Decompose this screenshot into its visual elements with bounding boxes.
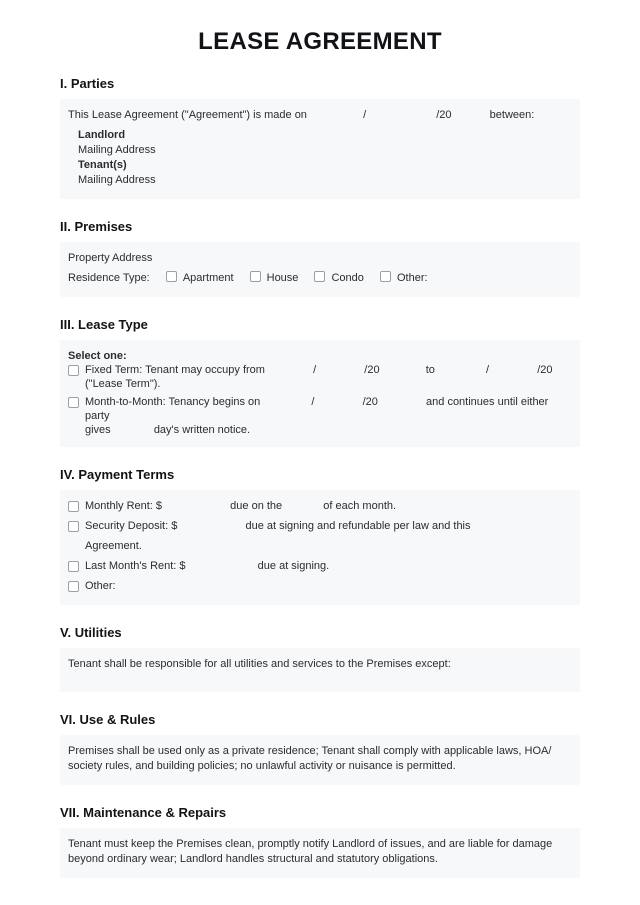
parties-intro-line [68,108,572,123]
checkbox-fixed-term[interactable] [68,365,79,376]
residence-other-label: Other: [396,272,428,284]
monthly-rent-of-label: of each month. [323,500,397,512]
other-payment-option [68,579,572,594]
security-deposit-line2: Agreement. [85,540,142,552]
fixed-sep3: / [486,364,490,376]
page-title: LEASE AGREEMENT [198,28,442,55]
checkbox-last-month-rent[interactable] [68,561,79,572]
security-deposit-option [68,519,572,534]
maintenance-text: Tenant must keep the Premises clean, promptly notify Landlord of issues, and are liable for damage beyond ordinary wear; Landlord handles structural and statutory obligations. [68,838,553,865]
mtm-gives-label: gives [85,424,111,436]
last-month-rent-amount-blank[interactable] [189,561,255,571]
fixed-term-line1 [85,363,572,377]
checkbox-apartment[interactable] [166,271,177,282]
mtm-day-blank[interactable] [318,397,360,407]
fixed-sep4: /20 [537,364,553,376]
fixed-sep1: / [313,364,317,376]
fixed-to-day-blank[interactable] [492,365,534,375]
utilities-heading: V. Utilities [60,625,122,640]
use-rules-text: Premises shall be used only as a private residence; Tenant shall comply with applicable laws, HOA/ society rules, and building policies; no unlawful activity or nuisance is permitted. [68,745,552,772]
mtm-sep2: /20 [362,396,378,408]
between-label: between: [489,109,535,121]
section-premises [60,219,580,297]
landlord-mailing-address-label: Mailing Address [78,144,156,156]
parties-box [60,99,580,199]
monthly-rent-option [68,499,572,514]
date-year-blank[interactable] [455,110,487,120]
use-rules-box [60,735,580,785]
fixed-term-label: Fixed Term: Tenant may occupy from [85,364,265,376]
mtm-sep1: / [311,396,315,408]
payment-terms-box [60,490,580,605]
date-separator: / [363,109,367,121]
tenants-mailing-address-label: Mailing Address [78,174,156,186]
month-to-month-option [68,395,572,437]
last-month-rent-due-label: due at signing. [257,560,330,572]
security-deposit-label: Security Deposit: $ [85,520,178,532]
checkbox-house[interactable] [250,271,261,282]
fixed-term-option [68,363,572,391]
section-parties [60,76,580,199]
utilities-box [60,648,580,692]
select-one-label: Select one: [68,350,127,362]
mtm-notice-days-blank[interactable] [114,425,151,435]
monthly-rent-due-label: due on the [230,500,283,512]
checkbox-condo[interactable] [314,271,325,282]
residence-option-apartment [166,272,234,284]
date-day-blank[interactable] [369,110,433,120]
checkbox-security-deposit[interactable] [68,521,79,532]
premises-heading: II. Premises [60,219,133,234]
section-use-rules [60,712,580,785]
property-address-label: Property Address [68,252,153,264]
checkbox-month-to-month[interactable] [68,397,79,408]
premises-box [60,242,580,297]
residence-option-house [250,272,299,284]
section-lease-type [60,317,580,447]
mtm-continues-label: and continues until either party [85,396,549,422]
fixed-to-label: to [425,364,435,376]
checkbox-residence-other[interactable] [380,271,391,282]
fixed-from-month-blank[interactable] [268,365,310,375]
fixed-sep2: /20 [364,364,380,376]
residence-type-label: Residence Type: [68,272,150,284]
maintenance-heading: VII. Maintenance & Repairs [60,805,227,820]
security-deposit-due-label: due at signing and refundable per law and this [245,520,471,532]
fixed-to-month-blank[interactable] [438,365,483,375]
house-label: House [266,272,299,284]
mtm-month-blank[interactable] [263,397,308,407]
section-utilities [60,625,580,692]
lease-type-heading: III. Lease Type [60,317,148,332]
last-month-rent-label: Last Month's Rent: $ [85,560,186,572]
other-payment-label: Other: [85,580,116,592]
section-payment-terms [60,467,580,605]
mtm-year-blank[interactable] [381,397,423,407]
condo-label: Condo [331,272,364,284]
payment-terms-heading: IV. Payment Terms [60,467,175,482]
fixed-term-line2: ("Lease Term"). [85,378,161,390]
monthly-rent-amount-blank[interactable] [165,501,227,511]
landlord-label: Landlord [78,129,126,141]
utilities-text: Tenant shall be responsible for all utilities and services to the Premises except: [68,658,451,670]
maintenance-box [60,828,580,878]
fixed-from-year-blank[interactable] [383,365,423,375]
parties-heading: I. Parties [60,76,115,91]
residence-type-line [68,271,572,286]
last-month-rent-option [68,559,572,574]
residence-option-condo [314,272,363,284]
monthly-rent-label: Monthly Rent: $ [85,500,163,512]
date-month-blank[interactable] [310,110,360,120]
section-maintenance [60,805,580,878]
date-year-prefix: /20 [436,109,452,121]
month-to-month-line1 [85,395,572,423]
month-to-month-line2 [85,423,572,437]
apartment-label: Apartment [182,272,234,284]
checkbox-other-payment[interactable] [68,581,79,592]
lease-type-box [60,340,580,447]
monthly-rent-day-blank[interactable] [285,501,320,511]
fixed-from-day-blank[interactable] [319,365,361,375]
tenants-label: Tenant(s) [78,159,127,171]
mtm-notice-label: day's written notice. [153,424,251,436]
residence-option-other [380,272,428,284]
use-rules-heading: VI. Use & Rules [60,712,156,727]
parties-intro-text: This Lease Agreement ("Agreement") is made on [68,109,307,121]
month-to-month-label: Month-to-Month: Tenancy begins on [85,396,261,408]
checkbox-monthly-rent[interactable] [68,501,79,512]
security-deposit-amount-blank[interactable] [180,521,242,531]
